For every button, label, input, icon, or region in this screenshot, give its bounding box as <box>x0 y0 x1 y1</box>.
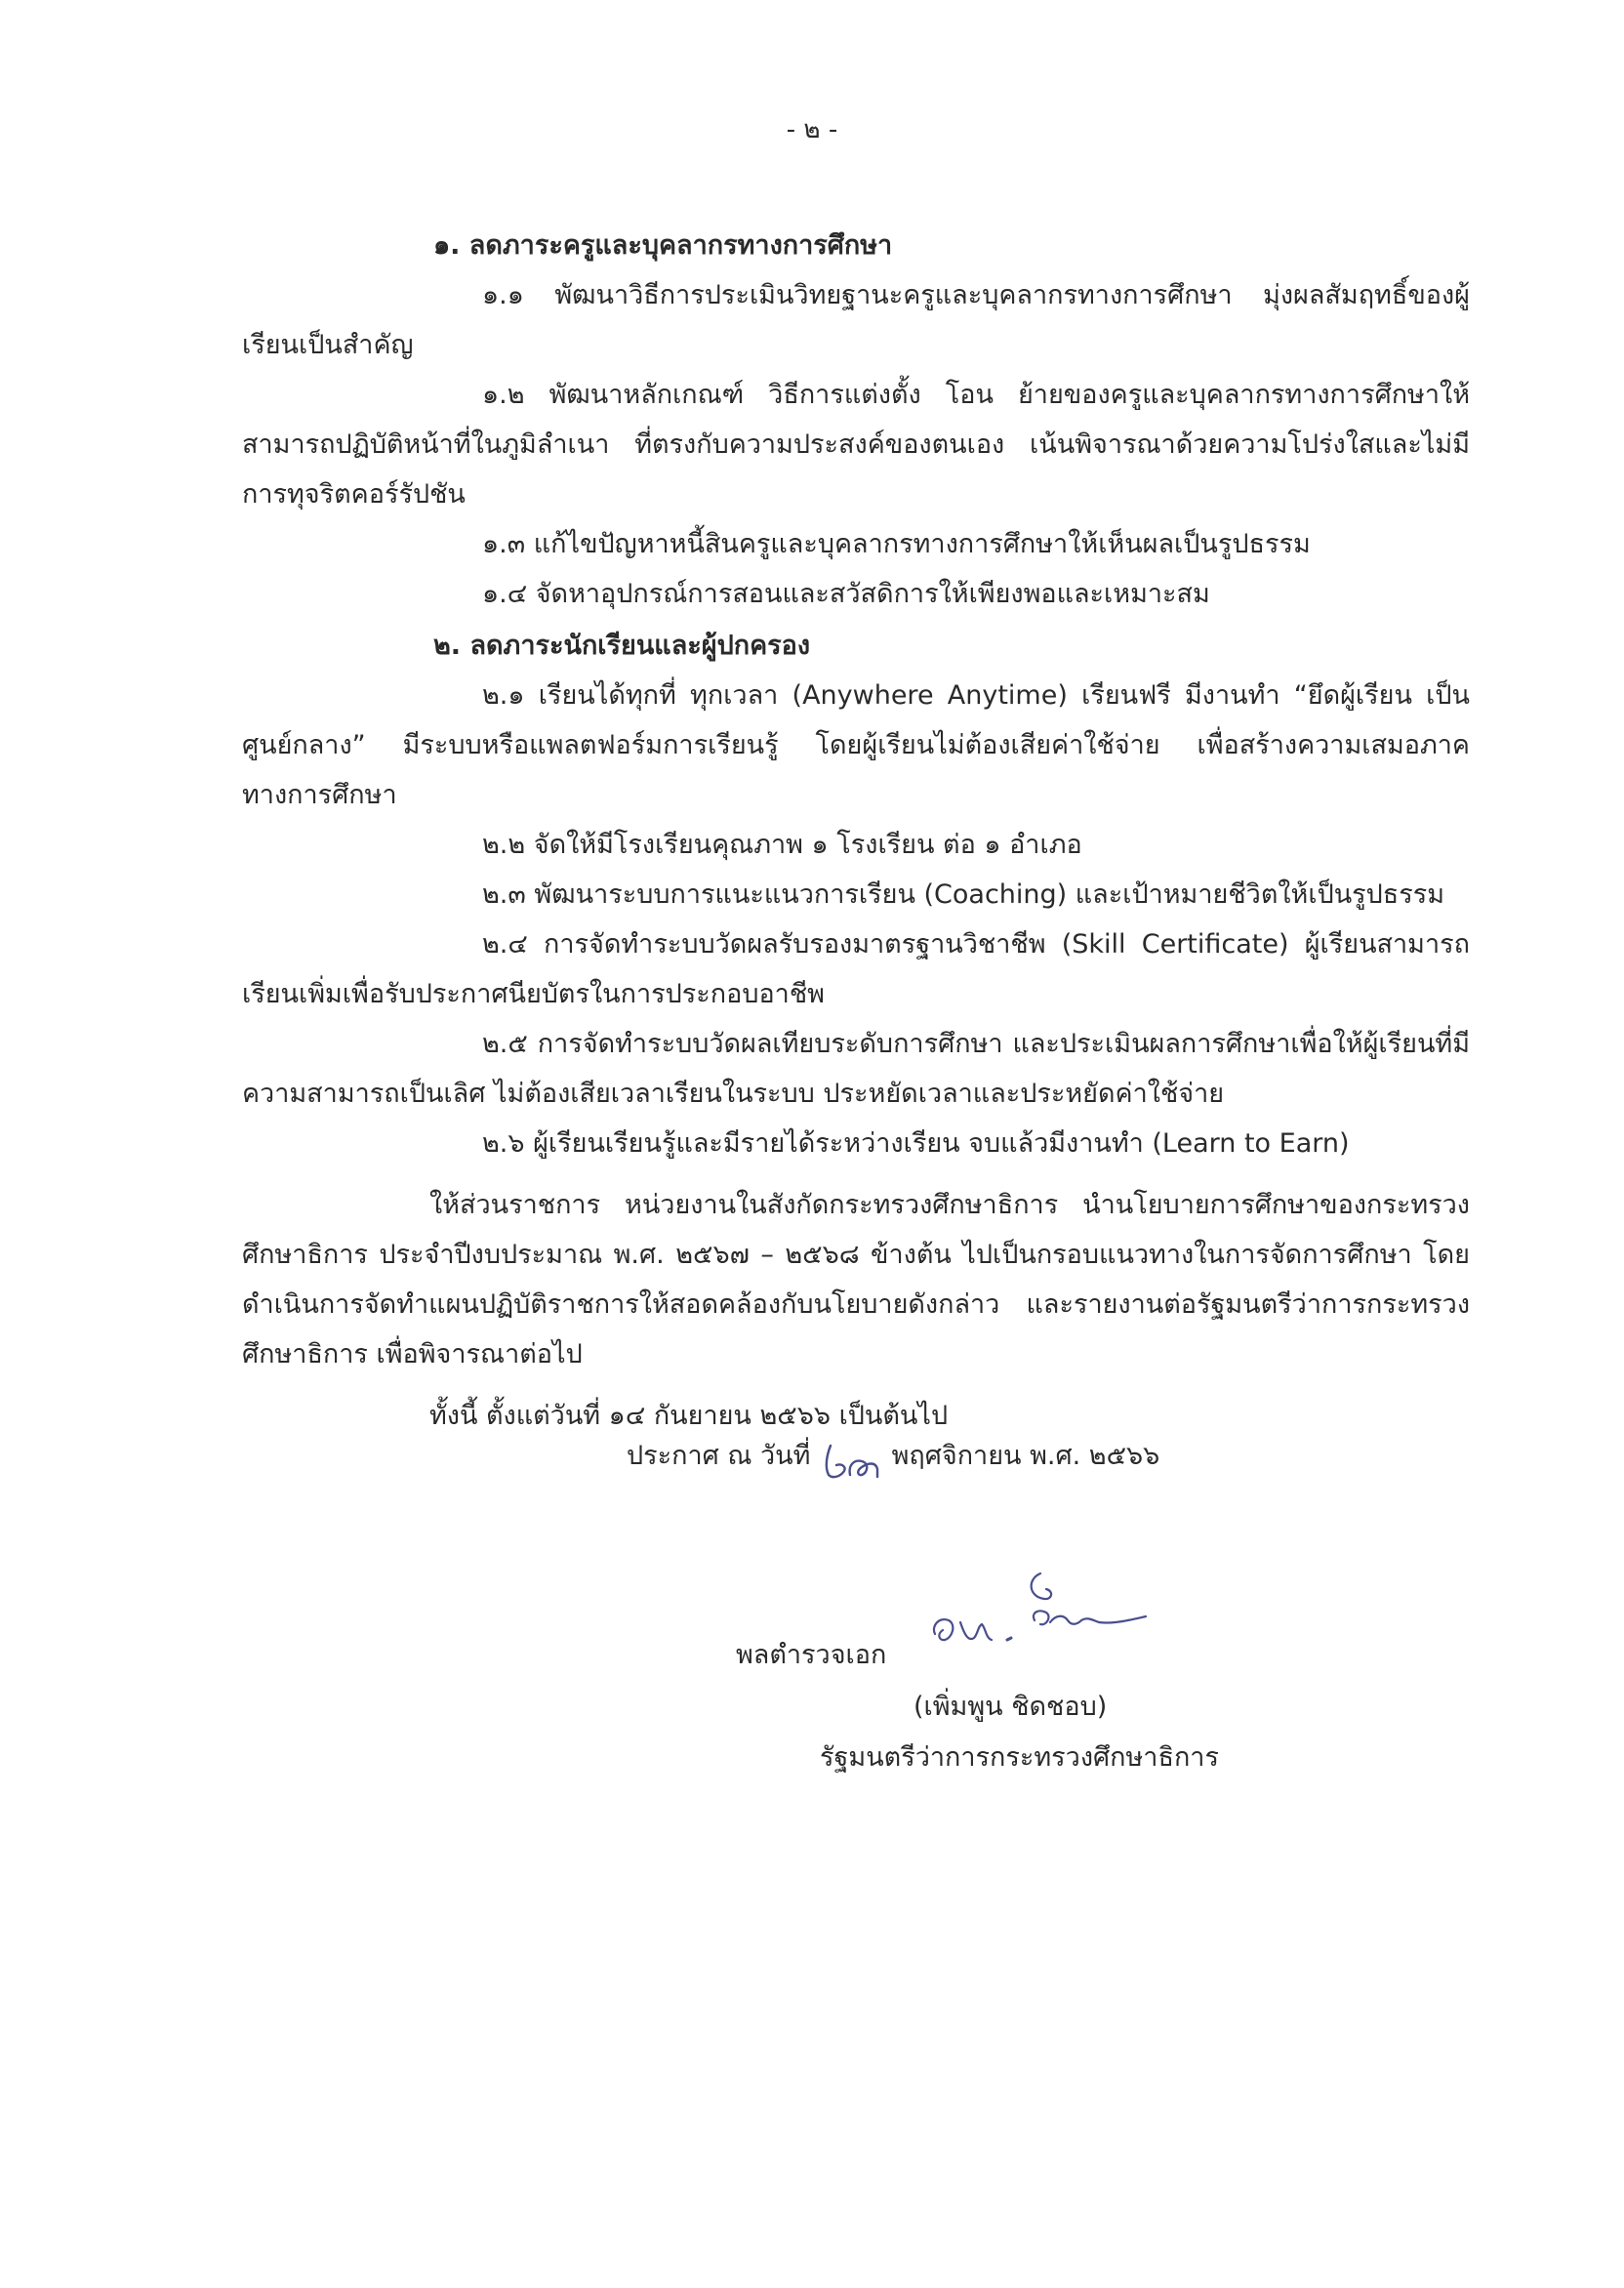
item-2-3: ๒.๓ พัฒนาระบบการแนะแนวการเรียน (Coaching) และเป้าหมายชีวิตให้เป็นรูปธรรม <box>482 879 1445 910</box>
announce-suffix: พฤศจิกายน พ.ศ. ๒๕๖๖ <box>891 1441 1160 1471</box>
signatory-rank: พลตำรวจเอก <box>736 1640 887 1670</box>
announcement-date <box>627 1431 1159 1481</box>
signatory-title: รัฐมนตรีว่าการกระทรวงศึกษาธิการ <box>820 1742 1219 1773</box>
announce-prefix: ประกาศ ณ วันที่ <box>627 1441 811 1471</box>
item-1-2: ๑.๒ พัฒนาหลักเกณฑ์ วิธีการแต่งตั้ง โอน ย้ายของครูและบุคลากรทางการศึกษาให้สามารถปฏิบัติหน้าที่ในภูมิลำเนา ที่ตรงกับความประสงค์ของตนเอง เน้นพิจารณาด้วยความโปร่งใสและไม่มีการทุจริตคอร์รัปชัน <box>242 380 1470 510</box>
item-1-1: ๑.๑ พัฒนาวิธีการประเมินวิทยฐานะครูและบุคลากรทางการศึกษา มุ่งผลสัมฤทธิ์ของผู้เรียนเป็นสำคัญ <box>242 280 1470 360</box>
item-2-4: ๒.๔ การจัดทำระบบวัดผลรับรองมาตรฐานวิชาชีพ (Skill Certificate) ผู้เรียนสามารถเรียนเพิ่มเพื่อรับประกาศนียบัตรในการประกอบอาชีพ <box>242 929 1470 1009</box>
signature-mark <box>925 1570 1159 1677</box>
item-1-4: ๑.๔ จัดหาอุปกรณ์การสอนและสวัสดิการให้เพียงพอและเหมาะสม <box>482 579 1210 609</box>
section-1-heading: ๑. ลดภาระครูและบุคลากรทางการศึกษา <box>433 230 893 261</box>
item-2-2: ๒.๒ จัดให้มีโรงเรียนคุณภาพ ๑ โรงเรียน ต่อ ๑ อำเภอ <box>482 830 1082 860</box>
item-2-1: ๒.๑ เรียนได้ทุกที่ ทุกเวลา (Anywhere Anytime) เรียนฟรี มีงานทำ “ยึดผู้เรียน เป็นศูนย์กลาง” มีระบบหรือแพลตฟอร์มการเรียนรู้ โดยผู้เรียนไม่ต้องเสียค่าใช้จ่าย เพื่อสร้างความเสมอภาคทางการศึกษา <box>242 680 1470 810</box>
page-number: - ๒ - <box>786 115 838 144</box>
section-2-heading: ๒. ลดภาระนักเรียนและผู้ปกครอง <box>433 631 811 661</box>
document-body <box>242 221 1470 1441</box>
item-1-3: ๑.๓ แก้ไขปัญหาหนี้สินครูและบุคลากรทางการศึกษาให้เห็นผลเป็นรูปธรรม <box>482 529 1311 559</box>
item-2-6: ๒.๖ ผู้เรียนเรียนรู้และมีรายได้ระหว่างเรียน จบแล้วมีงานทำ (Learn to Earn) <box>482 1128 1350 1159</box>
effective-date: ทั้งนี้ ตั้งแต่วันที่ ๑๔ กันยายน ๒๕๖๖ เป็นต้นไป <box>429 1401 949 1431</box>
item-2-5: ๒.๕ การจัดทำระบบวัดผลเทียบระดับการศึกษา และประเมินผลการศึกษาเพื่อให้ผู้เรียนที่มีความสามารถเป็นเลิศ ไม่ต้องเสียเวลาเรียนในระบบ ประหยัดเวลาและประหยัดค่าใช้จ่าย <box>242 1029 1470 1109</box>
handwritten-day <box>819 1442 883 1481</box>
signatory-name: (เพิ่มพูน ชิดชอบ) <box>914 1692 1108 1722</box>
closing-paragraph: ให้ส่วนราชการ หน่วยงานในสังกัดกระทรวงศึกษาธิการ นำนโยบายการศึกษาของกระทรวงศึกษาธิการ ประจำปีงบประมาณ พ.ศ. ๒๕๖๗ – ๒๕๖๘ ข้างต้น ไปเป็นกรอบแนวทางในการจัดการศึกษา โดยดำเนินการจัดทำแผนปฏิบัติราชการให้สอดคล้องกับนโยบายดังกล่าว และรายงานต่อรัฐมนตรีว่าการกระทรวงศึกษาธิการ เพื่อพิจารณาต่อไป <box>242 1190 1470 1369</box>
